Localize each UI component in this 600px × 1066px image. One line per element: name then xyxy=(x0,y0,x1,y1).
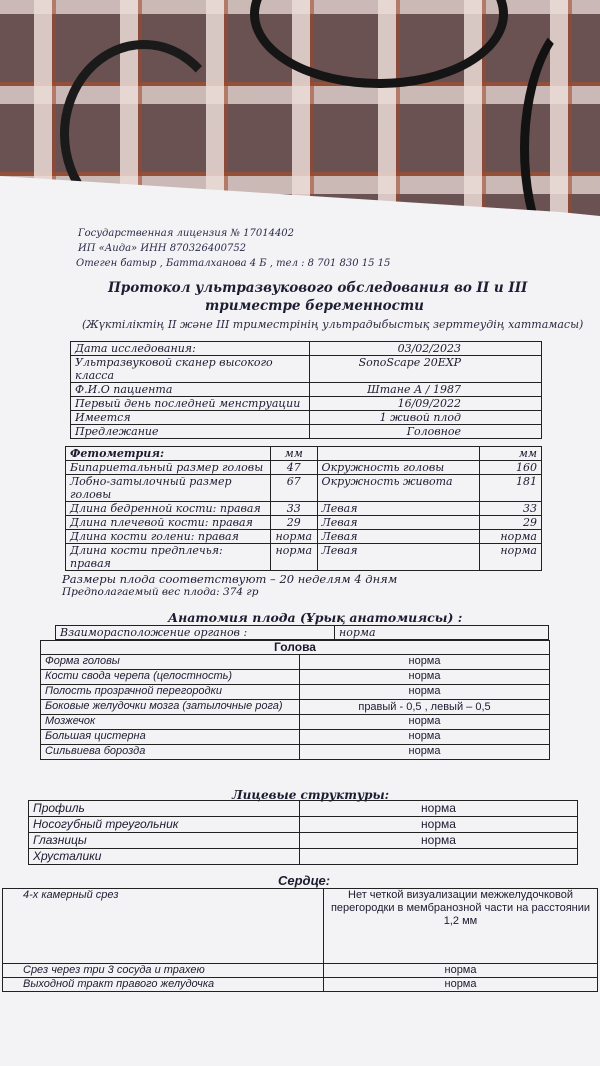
measurement-value: норма xyxy=(271,530,318,544)
face-label: Носогубный треугольник xyxy=(29,817,300,833)
info-value: SonoScape 20EXP xyxy=(310,356,542,383)
measurement-label: Левая xyxy=(317,530,479,544)
head-table xyxy=(40,640,550,760)
heart-title: Сердце: xyxy=(278,873,331,888)
info-row xyxy=(71,397,542,411)
address-text: Отеген батыр , Батталханова 4 Б , тел : 8 701 830 15 15 xyxy=(76,258,391,269)
anatomy-value: норма xyxy=(300,670,550,685)
anatomy-value: норма xyxy=(300,715,550,730)
anatomy-value: норма xyxy=(300,730,550,745)
info-value: Штане А / 1987 xyxy=(310,383,542,397)
head-title: Голова xyxy=(41,641,550,655)
info-value: 03/02/2023 xyxy=(310,342,542,356)
face-row xyxy=(29,849,578,865)
heart-value: Нет четкой визуализации межжелудочковой перегородки в мембранозной части на расстоянии 1,2 мм xyxy=(324,889,598,964)
heart-value: норма xyxy=(324,978,598,992)
face-label: Профиль xyxy=(29,801,300,817)
info-table xyxy=(70,341,542,439)
measurement-value: 181 xyxy=(479,475,541,502)
page-subtitle: (Жүктіліктің II және III триместрінің ультрадыбыстық зерттеудің хаттамасы) xyxy=(82,318,584,331)
measurement-label: Окружность живота xyxy=(317,475,479,502)
face-value: норма xyxy=(300,833,578,849)
heart-row xyxy=(3,889,598,964)
heart-table xyxy=(2,888,598,992)
fetometry-table xyxy=(65,446,542,571)
heart-label: Выходной тракт правого желудочка xyxy=(3,978,324,992)
face-title: Лицевые структуры: xyxy=(232,788,390,802)
face-row xyxy=(29,801,578,817)
anatomy-label: Кости свода черепа (целостность) xyxy=(41,670,300,685)
anatomy-label: Форма головы xyxy=(41,655,300,670)
anatomy-label: Сильвиева борозда xyxy=(41,745,300,760)
unit-label: мм xyxy=(271,447,318,461)
info-row xyxy=(71,342,542,356)
anatomy-label: Полость прозрачной перегородки xyxy=(41,685,300,700)
face-table xyxy=(28,800,578,865)
info-row xyxy=(71,411,542,425)
heart-label: 4-х камерный срез xyxy=(3,889,324,964)
heart-label: Срез через три 3 сосуда и трахею xyxy=(3,964,324,978)
face-label: Хрусталики xyxy=(29,849,300,865)
fetometry-row xyxy=(66,461,542,475)
anatomy-label: Большая цистерна xyxy=(41,730,300,745)
fetometry-row xyxy=(66,475,542,502)
organs-table xyxy=(55,625,549,640)
info-label: Предлежание xyxy=(71,425,310,439)
measurement-value: 29 xyxy=(271,516,318,530)
organs-label: Взаиморасположение органов : xyxy=(56,626,335,640)
fetometry-row xyxy=(66,502,542,516)
measurement-value: 67 xyxy=(271,475,318,502)
info-label: Имеется xyxy=(71,411,310,425)
fetometry-row xyxy=(66,544,542,571)
measurement-value: 33 xyxy=(271,502,318,516)
info-row xyxy=(71,425,542,439)
measurement-value: 33 xyxy=(479,502,541,516)
feto-header-row xyxy=(66,447,542,461)
face-row xyxy=(29,817,578,833)
organs-row xyxy=(56,626,549,640)
head-row xyxy=(41,670,550,685)
info-row xyxy=(71,356,542,383)
face-label: Глазницы xyxy=(29,833,300,849)
feto-heading: Фетометрия: xyxy=(66,447,271,461)
head-row xyxy=(41,700,550,715)
measurement-label: Длина кости предплечья: правая xyxy=(66,544,271,571)
info-label: Ультразвуковой сканер высокого класса xyxy=(71,356,310,383)
anatomy-label: Боковые желудочки мозга (затылочные рога) xyxy=(41,700,300,715)
face-row xyxy=(29,833,578,849)
anatomy-title: Анатомия плода (Ұрық анатомиясы) : xyxy=(168,610,463,625)
measurement-value: норма xyxy=(271,544,318,571)
face-value: норма xyxy=(300,801,578,817)
measurement-label: Длина бедренной кости: правая xyxy=(66,502,271,516)
face-value xyxy=(300,849,578,865)
fetometry-row xyxy=(66,516,542,530)
fetal-weight-summary: Предполагаемый вес плода: 374 гр xyxy=(62,586,259,598)
measurement-value: норма xyxy=(479,530,541,544)
info-value: 1 живой плод xyxy=(310,411,542,425)
head-row xyxy=(41,745,550,760)
measurement-value: 29 xyxy=(479,516,541,530)
measurement-label: Окружность головы xyxy=(317,461,479,475)
head-row xyxy=(41,730,550,745)
heart-row xyxy=(3,964,598,978)
info-value: Головное xyxy=(310,425,542,439)
fetometry-row xyxy=(66,530,542,544)
heart-row xyxy=(3,978,598,992)
measurement-label: Лобно-затылочный размер головы xyxy=(66,475,271,502)
face-value: норма xyxy=(300,817,578,833)
head-row xyxy=(41,715,550,730)
info-label: Ф.И.О пациента xyxy=(71,383,310,397)
organs-value: норма xyxy=(335,626,549,640)
info-label: Первый день последней менструации xyxy=(71,397,310,411)
fetal-size-summary: Размеры плода соответствуют – 20 неделям 4 дням xyxy=(62,572,398,586)
measurement-value: 47 xyxy=(271,461,318,475)
info-value: 16/09/2022 xyxy=(310,397,542,411)
head-row xyxy=(41,655,550,670)
measurement-value: 160 xyxy=(479,461,541,475)
info-label: Дата исследования: xyxy=(71,342,310,356)
measurement-label: Левая xyxy=(317,516,479,530)
page-title-line2: триместре беременности xyxy=(205,298,424,314)
anatomy-value: норма xyxy=(300,685,550,700)
measurement-label: Левая xyxy=(317,502,479,516)
measurement-label: Длина плечевой кости: правая xyxy=(66,516,271,530)
measurement-value: норма xyxy=(479,544,541,571)
head-title-row xyxy=(41,641,550,655)
anatomy-value: правый - 0,5 , левый – 0,5 xyxy=(300,700,550,715)
license-text: Государственная лицензия № 17014402 xyxy=(78,228,295,239)
measurement-label: Бипариетальный размер головы xyxy=(66,461,271,475)
anatomy-value: норма xyxy=(300,745,550,760)
anatomy-label: Мозжечок xyxy=(41,715,300,730)
anatomy-value: норма xyxy=(300,655,550,670)
info-row xyxy=(71,383,542,397)
unit-label: мм xyxy=(479,447,541,461)
measurement-label: Левая xyxy=(317,544,479,571)
ip-text: ИП «Аида» ИНН 870326400752 xyxy=(78,243,247,254)
head-row xyxy=(41,685,550,700)
heart-value: норма xyxy=(324,964,598,978)
page-title-line1: Протокол ультразвукового обследования во II и III xyxy=(108,280,528,296)
measurement-label: Длина кости голени: правая xyxy=(66,530,271,544)
